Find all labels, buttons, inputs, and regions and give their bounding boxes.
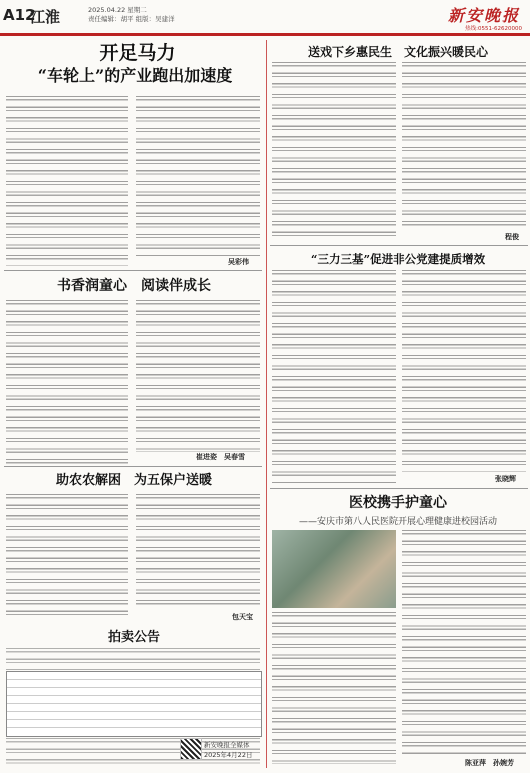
main-article-byline: 吴彩伟 <box>228 258 249 266</box>
medical-article-byline: 陈亚萍 孙婉芳 <box>465 759 514 767</box>
medical-photo <box>272 530 396 608</box>
farm-article-col2 <box>136 494 260 610</box>
section-rule <box>4 466 262 467</box>
culture-headline: 送戏下乡惠民生 文化振兴暖民心 <box>307 45 488 59</box>
section-name: 江淮 <box>30 8 61 26</box>
party-building-byline: 张晓辉 <box>495 475 516 483</box>
hotline-text: 热线:0551-62620000 <box>465 26 522 32</box>
auction-headline: 拍卖公告 <box>107 630 160 645</box>
farm-headline: 助农农解困 为五保户送暖 <box>55 473 212 488</box>
farm-article-byline: 包天宝 <box>232 613 253 621</box>
reading-headline: 书香润童心 阅读伴成长 <box>57 278 211 294</box>
page-header <box>0 0 530 40</box>
main-article-col2 <box>136 96 260 256</box>
section-rule <box>4 270 262 271</box>
main-headline-line1: 开足马力 <box>99 42 176 64</box>
main-headline-line2: “车轮上”的产业跑出加速度 <box>37 66 233 85</box>
culture-article-col2 <box>402 62 526 230</box>
culture-article-col1 <box>272 62 396 242</box>
section-rule <box>270 245 528 246</box>
main-article-col1 <box>6 96 128 266</box>
auction-intro <box>6 648 260 670</box>
reading-article-byline: 崔进姿 吴春雪 <box>196 453 245 461</box>
reading-article-col2 <box>136 300 260 452</box>
page-number: A12 <box>3 6 36 24</box>
column-divider <box>266 40 267 768</box>
medical-article-col2 <box>402 530 526 756</box>
party-building-col1 <box>272 270 396 484</box>
auction-table <box>6 671 262 737</box>
date-line: 2025.04.22 星期二 <box>88 6 147 14</box>
medical-headline: 医校携手护童心 <box>349 495 447 511</box>
designer-name: 组版：吴建洋 <box>135 15 175 23</box>
editor-name: 责任编辑：胡平 <box>88 15 134 23</box>
footer-date: 2025年4月22日 <box>204 751 253 759</box>
qr-caption: 新安晚报全媒体 <box>204 741 250 749</box>
party-building-col2 <box>402 270 526 472</box>
culture-article-byline: 程俊 <box>505 233 519 241</box>
editor-line <box>88 15 175 24</box>
header-rule <box>0 33 530 36</box>
party-building-headline: “三力三基”促进非公党建提质增效 <box>310 252 486 266</box>
newspaper-logo: 新安晚报 <box>447 6 520 25</box>
reading-article-col1 <box>6 300 128 464</box>
medical-article-col1 <box>272 612 396 764</box>
qr-code-icon <box>180 738 202 760</box>
medical-subtitle: ——安庆市第八人民医院开展心理健康进校园活动 <box>298 517 497 527</box>
section-rule <box>270 488 528 489</box>
farm-article-col1 <box>6 494 128 620</box>
